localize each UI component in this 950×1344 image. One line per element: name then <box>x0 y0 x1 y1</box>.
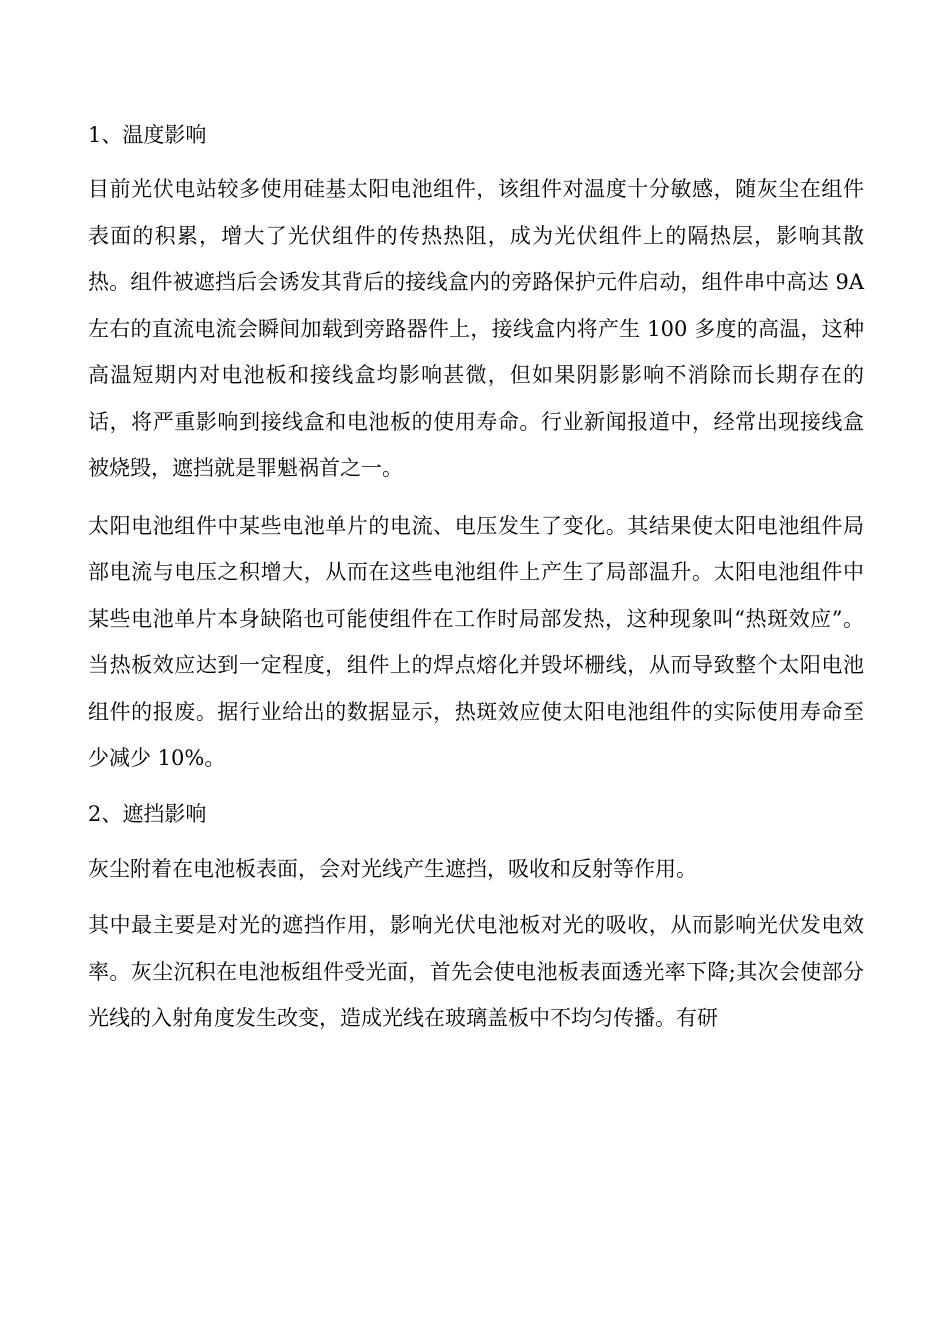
paragraph-shading-2: 其中最主要是对光的遮挡作用，影响光伏电池板对光的吸收，从而影响光伏发电效率。灰尘沉积在电池板组件受光面，首先会使电池板表面透光率下降;其次会使部分光线的入射角度发生改变，造成光线在玻璃盖板中不均匀传播。有研 <box>88 913 864 1030</box>
paragraph-temperature-1: 目前光伏电站较多使用硅基太阳电池组件，该组件对温度十分敏感，随灰尘在组件表面的积累，增大了光伏组件的传热热阻，成为光伏组件上的隔热层，影响其散热。组件被遮挡后会诱发其背后的接线盒内的旁路保护元件启动，组件串中高达 9A 左右的直流电流会瞬间加载到旁路器件上，接线盒内将产生 100 多度的高温，这种高温短期内对电池板和接线盒均影响甚微，但如果阴影影响不消除而长期存在的话，将严重影响到接线盒和电池板的使用寿命。行业新闻报道中，经常出现接线盒被烧毁，遮挡就是罪魁祸首之一。 <box>88 177 864 480</box>
section-heading-shading: 2、遮挡影响 <box>88 801 207 826</box>
paragraph-shading-1: 灰尘附着在电池板表面，会对光线产生遮挡，吸收和反射等作用。 <box>88 856 697 881</box>
paragraph-temperature-2: 太阳电池组件中某些电池单片的电流、电压发生了变化。其结果使太阳电池组件局部电流与电压之积增大，从而在这些电池组件上产生了局部温升。太阳电池组件中某些电池单片本身缺陷也可能使组件在工作时局部发热，这种现象叫“热斑效应”。当热板效应达到一定程度，组件上的焊点熔化并毁坏栅线，从而导致整个太阳电池组件的报废。据行业给出的数据显示，热斑效应使太阳电池组件的实际使用寿命至少减少 10%。 <box>88 513 864 770</box>
document-body <box>88 113 864 1042</box>
section-heading-temperature: 1、温度影响 <box>88 123 207 147</box>
